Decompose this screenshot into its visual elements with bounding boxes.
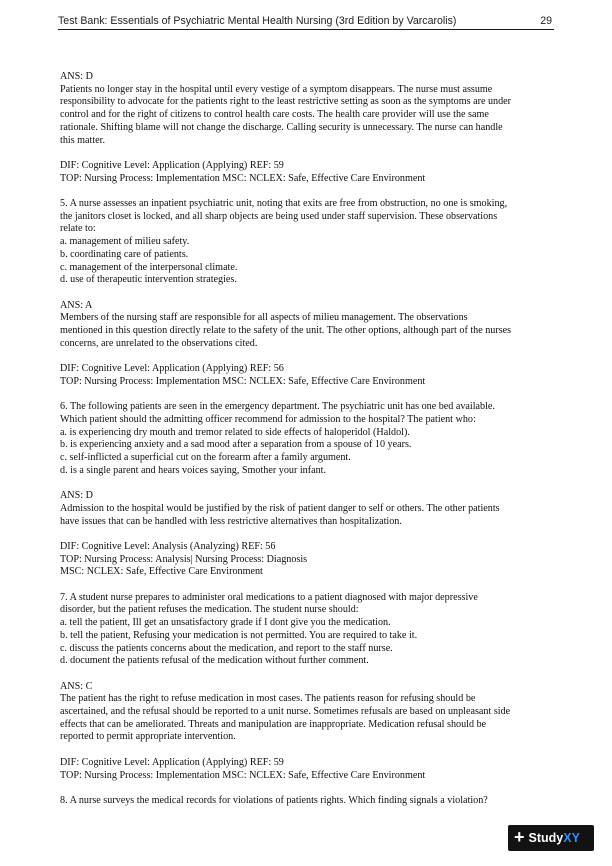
text-line: ANS: C	[60, 680, 93, 692]
text-line: 8. A nurse surveys the medical records for violations of patients rights. Which finding signals a violation?	[60, 794, 488, 806]
text-line: effects that can be ameliorated. Threats and manipulation are inappropriate. Medication refusal should be	[60, 718, 487, 730]
paragraph-gap	[60, 350, 556, 363]
text-line: concerns, are unrelated to the observations cited.	[60, 337, 258, 349]
text-line: have issues that can be handled with less restrictive alternatives than hospitalization.	[60, 515, 402, 527]
text-line: d. is a single parent and hears voices saying, Smother your infant.	[60, 464, 326, 476]
text-line: DIF: Cognitive Level: Application (Applying) REF: 59	[60, 756, 284, 768]
text-line: ANS: D	[60, 490, 93, 502]
text-line: the janitors closet is locked, and all sharp objects are being used under staff supervision. These observations	[60, 210, 498, 222]
text-line: TOP: Nursing Process: Implementation MSC: NCLEX: Safe, Effective Care Environment	[60, 769, 426, 781]
paragraph-gap	[60, 668, 556, 681]
text-line: Admission to the hospital would be justified by the risk of patient danger to self or others. The other patients	[60, 502, 500, 514]
text-line: c. management of the interpersonal climate.	[60, 261, 238, 273]
text-line: Patients no longer stay in the hospital until every vestige of a symptom disappears. The nurse must assume	[60, 83, 493, 95]
paragraph-gap	[60, 477, 556, 490]
paragraph-gap	[60, 579, 556, 592]
text-line: ANS: D	[60, 71, 93, 82]
text-line: TOP: Nursing Process: Analysis| Nursing Process: Diagnosis	[60, 553, 308, 565]
text-line: responsibility to advocate for the patients right to the least restrictive setting as soon as the symptoms are under	[60, 96, 512, 108]
text-line: 6. The following patients are seen in the emergency department. The psychiatric unit has one bed available.	[60, 401, 495, 413]
paragraph-gap	[60, 744, 556, 757]
text-line: b. coordinating care of patients.	[60, 248, 189, 260]
text-line: disorder, but the patient refuses the medication. The student nurse should:	[60, 604, 359, 616]
text-line: 5. A nurse assesses an inpatient psychiatric unit, noting that exits are free from obstruction, no one is smoking,	[60, 198, 508, 209]
text-line: rationale. Shifting blame will not change the discharge. Calling security is unnecessary. The nurse can handle	[60, 121, 503, 133]
studyxy-logo[interactable]	[508, 825, 594, 851]
text-line: Members of the nursing staff are responsible for all aspects of milieu management. The observations	[60, 312, 468, 324]
paragraph-gap	[60, 147, 556, 160]
text-line: a. tell the patient, Ill get an unsatisfactory grade if I dont give you the medication.	[60, 617, 391, 629]
text-line: a. management of milieu safety.	[60, 236, 190, 248]
plus-icon: +	[514, 827, 525, 847]
page-header	[58, 13, 554, 30]
paragraph-gap	[60, 389, 556, 402]
text-line: mentioned in this question directly relate to the safety of the unit. The other options, although part of the nurses	[60, 325, 512, 337]
text-line: b. tell the patient, Refusing your medication is not permitted. You are required to take it.	[60, 629, 418, 641]
text-line: d. document the patients refusal of the medication without further comment.	[60, 655, 369, 667]
text-line: DIF: Cognitive Level: Application (Applying) REF: 56	[60, 363, 284, 375]
paragraph-gap	[60, 185, 556, 198]
text-line: reported to permit appropriate intervention.	[60, 731, 236, 743]
document-body	[60, 71, 556, 808]
text-line: ascertained, and the refusal should be reported to a unit nurse. Sometimes refusals are based on unpleasant side	[60, 706, 511, 718]
text-line: The patient has the right to refuse medication in most cases. The patients reason for refusing should be	[60, 693, 476, 705]
brand-name-xy: XY	[563, 831, 580, 845]
paragraph-gap	[60, 287, 556, 300]
text-line: a. is experiencing dry mouth and tremor related to side effects of haloperidol (Haldol).	[60, 426, 410, 438]
text-line: d. use of therapeutic intervention strategies.	[60, 274, 237, 286]
text-line: b. is experiencing anxiety and a sad mood after a separation from a spouse of 10 years.	[60, 439, 412, 451]
text-line: c. discuss the patients concerns about the medication, and report to the staff nurse.	[60, 642, 393, 654]
text-line: relate to:	[60, 223, 96, 235]
page-number: 29	[540, 15, 552, 27]
text-line: DIF: Cognitive Level: Analysis (Analyzing) REF: 56	[60, 540, 276, 552]
text-line: ANS: A	[60, 299, 93, 311]
document-title: Test Bank: Essentials of Psychiatric Mental Health Nursing (3rd Edition by Varcarolis)	[58, 15, 457, 27]
brand-name-study: Study	[528, 831, 564, 845]
text-line: this matter.	[60, 134, 105, 146]
text-line: MSC: NCLEX: Safe, Effective Care Environment	[60, 566, 263, 578]
text-line: TOP: Nursing Process: Implementation MSC: NCLEX: Safe, Effective Care Environment	[60, 172, 426, 184]
paragraph-gap	[60, 528, 556, 541]
text-line: c. self-inflicted a superficial cut on the forearm after a family argument.	[60, 452, 351, 464]
text-line: TOP: Nursing Process: Implementation MSC: NCLEX: Safe, Effective Care Environment	[60, 375, 426, 387]
text-line: control and for the right of citizens to control health care costs. The health care provider will use the same	[60, 109, 489, 121]
text-line: Which patient should the admitting officer recommend for admission to the hospital? The patient who:	[60, 413, 476, 425]
paragraph-gap	[60, 782, 556, 795]
text-line: 7. A student nurse prepares to administer oral medications to a patient diagnosed with major depressive	[60, 591, 478, 603]
text-line: DIF: Cognitive Level: Application (Applying) REF: 59	[60, 159, 284, 171]
